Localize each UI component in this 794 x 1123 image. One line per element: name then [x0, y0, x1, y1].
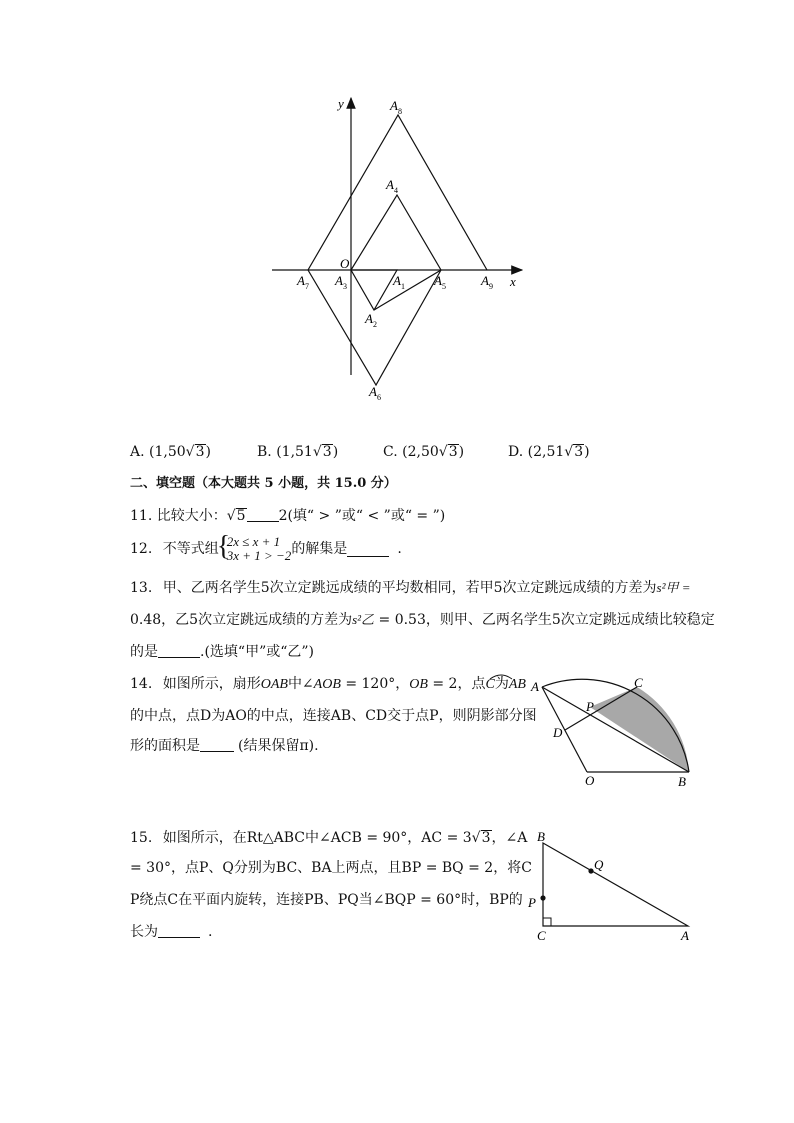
answer-blank-13[interactable] — [158, 643, 200, 658]
question-11: 11. 比较大小：√5 2(填“ > ”或“ < ”或“ = ”) — [130, 508, 446, 524]
question-12: 12. 不等式组 { 2x ≤ x + 1 3x + 1 > −2 的解集是 . — [130, 535, 402, 563]
question-14-line2: 的中点，点D为AO的中点，连接AB、CD交于点P，则阴影部分图 — [130, 708, 537, 724]
answer-blank-15[interactable] — [158, 923, 200, 938]
fig14-label-a: A — [531, 679, 539, 694]
question-14-line1: 14. 如图所示，扇形OAB中∠AOB = 120°，OB = 2，点C为AB — [130, 676, 526, 692]
fig15-label-b: B — [537, 829, 545, 844]
triangle-abc — [543, 843, 688, 926]
label-a2: $A_2$ — [365, 311, 377, 329]
sector-figure — [528, 674, 698, 794]
point-p — [540, 895, 545, 900]
point-q — [588, 868, 593, 873]
arc-mark — [488, 672, 514, 680]
fig15-label-c: C — [537, 928, 546, 943]
label-a3: $A_3$ — [335, 273, 347, 291]
answer-blank-14[interactable] — [200, 737, 234, 752]
answer-blank-12[interactable] — [347, 542, 389, 557]
question-13-line1: 13. 甲、乙两名学生5次立定跳远成绩的平均数相同，若甲5次立定跳远成绩的方差为s²甲 = — [130, 580, 691, 596]
label-a1: $A_1$ — [393, 273, 405, 291]
question-15-line4: 长为 . — [130, 924, 213, 940]
axis-y-label: y — [338, 96, 344, 111]
inequality-system: { 2x ≤ x + 1 3x + 1 > −2 — [219, 535, 292, 563]
label-a9: $A_9$ — [481, 273, 493, 291]
question-14-line3: 形的面积是 (结果保留π). — [130, 738, 319, 754]
fig14-label-o: O — [585, 773, 595, 788]
label-a6: $A_6$ — [369, 384, 381, 402]
fig14-label-b: B — [678, 774, 686, 789]
path-large — [308, 115, 487, 385]
fig14-label-c: C — [634, 675, 643, 690]
label-a4: $A_4$ — [386, 177, 398, 195]
fig14-label-d: D — [553, 725, 563, 740]
origin-label: O — [340, 256, 350, 271]
option-a[interactable]: A. (1,50√3) — [130, 444, 211, 460]
fig15-label-q: Q — [594, 857, 604, 872]
question-13-line3: 的是 .(选填“甲”或“乙”) — [130, 644, 315, 660]
question-15-line2: = 30°，点P、Q分别为BC、BA上两点，且BP = BQ = 2，将C — [130, 860, 532, 876]
coordinate-figure — [260, 90, 540, 410]
section-heading: 二、填空题（本大题共 5 小题，共 15.0 分） — [130, 476, 397, 491]
fig15-label-a: A — [681, 928, 689, 943]
option-d[interactable]: D. (2,51√3) — [508, 444, 590, 460]
question-13-line2: 0.48，乙5次立定跳远成绩的方差为s²乙 = 0.53，则甲、乙两名学生5次立定跳远成绩比较稳定 — [130, 612, 715, 628]
triangle-figure — [524, 828, 700, 946]
question-15-line3: P绕点C在平面内旋转，连接PB、PQ当∠BQP = 60°时，BP的 — [130, 892, 523, 908]
label-a5: $A_5$ — [434, 273, 446, 291]
axis-x-label: x — [510, 274, 516, 289]
option-b[interactable]: B. (1,51√3) — [257, 444, 339, 460]
options-row — [130, 444, 630, 464]
right-angle-mark — [543, 918, 551, 926]
shaded-region — [590, 687, 689, 772]
question-15-line1: 15. 如图所示，在Rt△ABC中∠ACB = 90°，AC = 3√3，∠A — [130, 830, 528, 846]
label-a8: $A_8$ — [390, 98, 402, 116]
fig15-label-p: P — [528, 895, 536, 910]
option-c[interactable]: C. (2,50√3) — [383, 444, 465, 460]
fig14-label-p: P — [586, 699, 594, 714]
label-a7: $A_7$ — [297, 273, 309, 291]
answer-blank-11[interactable] — [247, 507, 279, 522]
